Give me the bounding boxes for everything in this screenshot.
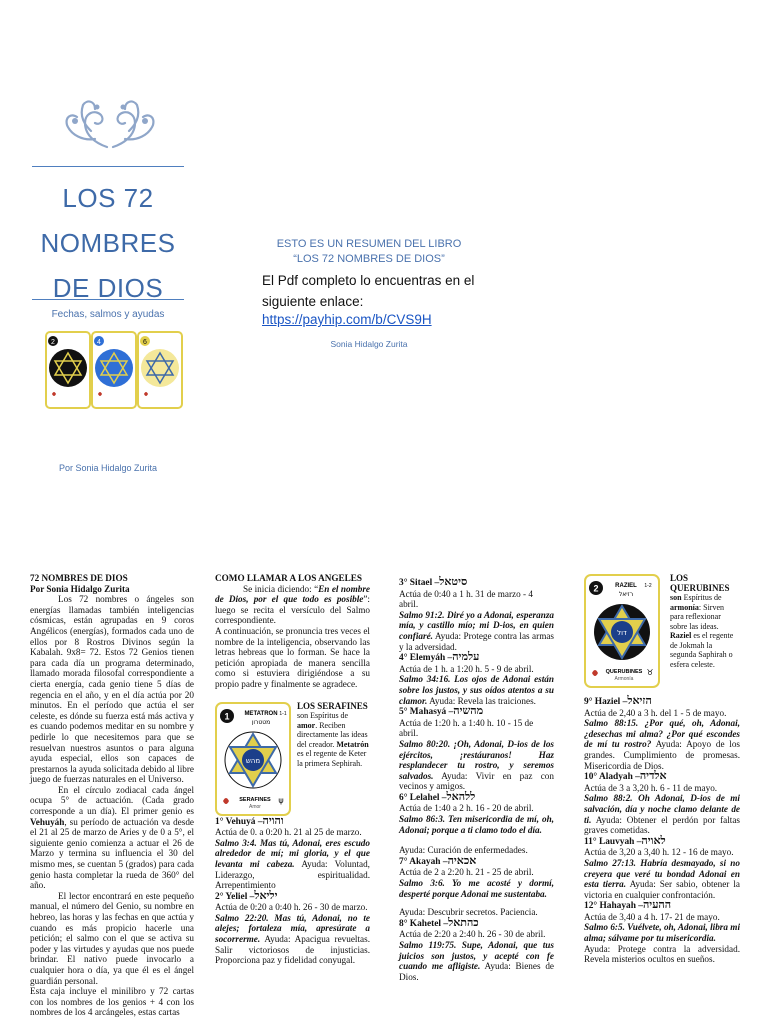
svg-text:Amor: Amor (249, 803, 261, 810)
svg-text:מטטרון: מטטרון (251, 718, 271, 726)
column-how-to-call (215, 573, 370, 966)
column-angels-9-12 (584, 574, 740, 965)
angel-entry-title: 2° Yeliel –יליאל (215, 889, 278, 902)
angel-entry-time: Actúa de 0. a 0:20 h. 21 al 25 de marzo. (215, 827, 362, 838)
intro-paragraph: El lector encontrará en este pequeño manual, el número del Genio, su nombre en hebreo, las horas y las fechas en que actúa y cuando es más propicio hacerle una petición; el salmo con el que se activa su poder y las virtudes y ayudas que nos puede brindar. El nativo puede invocarlo a cualquier hora o día, ya que él es el ángel guardián personal. (30, 890, 194, 986)
intro-title: 72 NOMBRES DE DIOS (30, 573, 128, 583)
angel-entry-time: Actúa de 3 a 3,20 h. 6 - 11 de mayo. (584, 782, 718, 793)
angel-entry-title: 3° Sitael –סיטאל (399, 576, 468, 588)
cover-card (138, 332, 182, 408)
angel-entry-time: Actúa de 2:20 a 2:40 h. 26 - 30 de abril. (399, 929, 546, 940)
summary-body: El Pdf completo lo encuentras en el siguiente enlace: (262, 273, 475, 309)
svg-text:RAZIEL: RAZIEL (615, 583, 637, 589)
angel-entry-help: Ayuda: Protege contra la adversidad. Revela misterios ocultos en sueños. (584, 943, 740, 965)
intro-paragraph: Los 72 nombres o ángeles son energías llamadas también inteligencias cósmicas, están agrupadas en 9 coros Angélicos (energías), formados cada uno de ellos por 8 Rostros Divinos según la Kabalah. 9x8= 72. Estos 72 Genios tienen para cada día un programa determinado, llamado morada filosofal correspondiente a cierta energía, cada genio tiene 5 días de regencia en el año, y en el día actúa por 20 minutos. En el período que actúa el ser celeste, es dónde su fuerza está más activa y es cuando podemos meditar en su nombre y pedirle lo que necesitemos para que se resuelvan nuestros asuntos o para alguna ayuda especial, ellos son capaces de prestarnos la ayuda solicitada debido al libre juego de fuerzas naturales en el Universo. (30, 594, 194, 785)
angel-entry-psalm: Salmo 119:75. Supe, Adonai, que tus juicios son justos, y acepté con fe cuando me afligiste. Ayuda: Bienes de Dios. (399, 940, 554, 982)
how-to-call-paragraph: A continuación, se pronuncia tres veces el nombre de la inteligencia, observando las letras hebreas que lo forman. Se hace la petición apropiada de manera sencilla como si estuviera dirigiéndose a su propio padre y finalmente se agradece. (215, 625, 370, 689)
angel-entry-time: Actúa de 1:20 h. a 1:40 h. 10 - 15 de abril. (399, 717, 534, 739)
angel-entry-time: Actúa de 2,40 a 3 h. del 1 - 5 de mayo. (584, 707, 727, 718)
svg-text:1-1: 1-1 (279, 710, 287, 717)
querubines-description: LOS QUERUBINES son Espíritus de armonía: Sirven para reflexionar sobre las ideas. Raziel es el regente de Jokmah la segunda Saphirah o esfera celeste. (670, 573, 734, 669)
intro-paragraph: En el círculo zodiacal cada ángel ocupa 5° de actuación. (Cada grado corresponde a un día). El primer genio es Vehuyáh, su período de actuación va desde el 21 al 25 de marzo de Aries y de 0 a 5°, el siguiente genio comienza a actuar el 26 de Marzo y termina su influencia el 30 del mismo mes, se cuentan 5 (grados) para cada genio hasta completar la rueda de 360° del año. (30, 784, 194, 891)
angel-entry-time: Actúa de 2 a 2:20 h. 21 - 25 de abril. (399, 867, 534, 878)
angel-entry-psalm: Salmo 86:3. Ten misericordia de mí, oh, Adonai; porque a ti clamo todo el día. (399, 814, 554, 835)
raziel-card-image (584, 574, 660, 688)
cover-card (46, 332, 90, 408)
svg-text:♉: ♉ (646, 668, 654, 677)
angel-entry-time: Actúa de 3,40 a 4 h. 17- 21 de mayo. (584, 911, 720, 922)
angel-entry-title: 9° Haziel –הזיאל (584, 695, 652, 707)
svg-text:דול: דול (617, 629, 627, 637)
querubines-block (584, 574, 740, 688)
angel-entry-psalm: Salmo 34:16. Los ojos de Adonai están sobre los justos, y sus oídos atentos a su clamor. Ayuda: Revela las traiciones. (399, 674, 554, 706)
angel-entry-psalm: Salmo 3:6. Yo me acosté y dormí, desperté porque Adonai me sustentaba. (399, 878, 554, 899)
angel-entry-psalm: Salmo 22:20. Mas tú, Adonai, no te alejes; fortaleza mía, apresúrate a socorrerme. Ayuda: Apacigua revueltas. Salir victoriosos de injusticias. Proporciona paz y fidelidad conyugal. (215, 912, 370, 966)
column-angels-3-8 (399, 573, 554, 982)
svg-text:Armonía: Armonía (614, 676, 634, 682)
svg-text:4: 4 (97, 339, 101, 346)
cover-card (92, 332, 136, 408)
summary-heading: ESTO ES UN RESUMEN DEL LIBRO (276, 238, 462, 250)
serafines-block (215, 702, 370, 816)
svg-text:2: 2 (51, 339, 55, 346)
cover-title: LOS 72 NOMBRES DE DIOS (40, 183, 176, 303)
angel-entry-time: Actúa de 1 h. a 1:20 h. 5 - 9 de abril. (399, 663, 534, 674)
intro-byline: Por Sonia Hidalgo Zurita (30, 583, 130, 594)
angel-entry-title: 6° Lelahel –ללהאל (399, 790, 476, 803)
angel-entry-psalm: Salmo 27:13. Habría desmayado, si no creyera que veré tu bondad Adonai en esta tierra. Ayuda: Ser sabio, obtener la victoria en cualquier confrontación. (584, 857, 741, 900)
angel-entry-title: 5° Mahasyá –מהשיה (399, 705, 484, 718)
serafines-description: LOS SERAFINES son Espíritus de amor. Reciben directamente las ideas del creador. Metatrón es el regente de Keter la primera Sephirah. (297, 700, 369, 768)
angel-entry-title: 8° Kahetel –כהתאל (399, 916, 479, 929)
svg-text:מהש: מהש (245, 756, 261, 765)
intro-paragraph: Esta caja incluye el minilibro y 72 cartas con los nombres de los genios + 4 con los nombres de los 4 arcángeles, estas cartas (30, 986, 194, 1018)
svg-text:רזיאל: רזיאל (618, 591, 634, 598)
cover-cards-image (44, 330, 184, 410)
floral-ornament-icon (55, 95, 165, 155)
cover-rule (32, 299, 184, 300)
svg-text:ψ: ψ (278, 795, 284, 805)
svg-text:SERAFINES: SERAFINES (239, 796, 271, 803)
payhip-link[interactable]: https://payhip.com/b/CVS9H (262, 312, 432, 327)
svg-text:2: 2 (593, 583, 599, 594)
angel-entry-title: 12° Hahayah –ההעיה (584, 899, 672, 912)
svg-text:6: 6 (143, 339, 147, 346)
angel-entry-time: Actúa de 1:40 a 2 h. 16 - 20 de abril. (399, 803, 534, 814)
angel-entry-title: 11° Lauvyah –לאויה (584, 834, 666, 847)
angel-entry-help: Ayuda: Descubrir secretos. Paciencia. (399, 907, 538, 918)
angel-entry-psalm: Salmo 3:4. Mas tú, Adonai, eres escudo alrededor de mí; mi gloria, y el que levanta mi cabeza. Ayuda: Voluntad, Liderazgo, espiritualidad. Arrepentimiento (215, 837, 370, 891)
cover-author: Por Sonia Hidalgo Zurita (58, 463, 158, 473)
cover-rule (32, 166, 184, 167)
svg-text:METATRON: METATRON (244, 710, 278, 717)
metatron-card-image (215, 702, 291, 816)
svg-text:QUERUBINES: QUERUBINES (605, 669, 643, 675)
angel-entry-title: 7° Akayah –אכאיה (399, 854, 477, 867)
angel-entry-psalm: Salmo 80:20. ¡Oh, Adonai, D-ios de los ejércitos, ¡restáuranos! Haz resplandecer tu rostro, y seremos salvados. Ayuda: Vivir en paz con vecinos y amigos. (399, 738, 554, 792)
summary-book-title: “LOS 72 NOMBRES DE DIOS” (293, 253, 445, 265)
angel-entry-time: Actúa de 3,20 a 3,40 h. 12 - 16 de mayo. (584, 847, 734, 858)
angel-entry-time: Actúa de 0:40 a 1 h. 31 de marzo - 4 abril. (399, 588, 533, 610)
cover-subtitle: Fechas, salmos y ayudas (51, 309, 165, 320)
how-to-call-paragraph: Se inicia diciendo: “En el nombre de Dios, por el que todo es posible”: luego se recita el versículo del Salmo correspondiente. (215, 583, 370, 626)
angel-entry-title: 10° Aladyah –אלדיה (584, 770, 667, 783)
column-intro (30, 573, 194, 1018)
angel-entry-time: Actúa de 0:20 a 0:40 h. 26 - 30 de marzo. (215, 902, 368, 913)
svg-text:1-2: 1-2 (644, 583, 652, 589)
svg-text:1: 1 (224, 711, 230, 722)
angel-entry-title: 4° Elemyáh –עלמיה (399, 651, 480, 664)
angel-entry-title: 1° Vehuyá –והויה (215, 814, 284, 827)
how-to-call-title: COMO LLAMAR A LOS ANGELES (215, 573, 363, 583)
summary-block (262, 237, 502, 349)
angel-entry-psalm: Salmo 88:15. ¿Por qué, oh, Adonai, ¿desechas mi alma? ¿Por qué escondes de mí tu rostro? Ayuda: Apoyo de los grandes. Cumplimiento de promesas. Misericordia de Dios. (584, 718, 741, 771)
angel-entry-psalm: Salmo 91:2. Diré yo a Adonai, esperanza mía, y castillo mío; mi D-ios, en quien confiaré. Ayuda: Protege contra las armas y la adversidad. (399, 609, 554, 652)
angel-entry-psalm: Salmo 88:2. Oh Adonai, D-ios de mi salvación, día y noche clamo delante de ti. Ayuda: Obtener el perdón por faltas graves cometidas. (584, 793, 740, 836)
angel-entry-psalm: Salmo 6:5. Vuélvete, oh, Adonai, libra mi alma; sálvame por tu misericordia. (584, 922, 740, 944)
angel-entry-help: Ayuda: Curación de enfermedades. (399, 845, 528, 856)
summary-signature: Sonia Hidalgo Zurita (330, 339, 408, 349)
